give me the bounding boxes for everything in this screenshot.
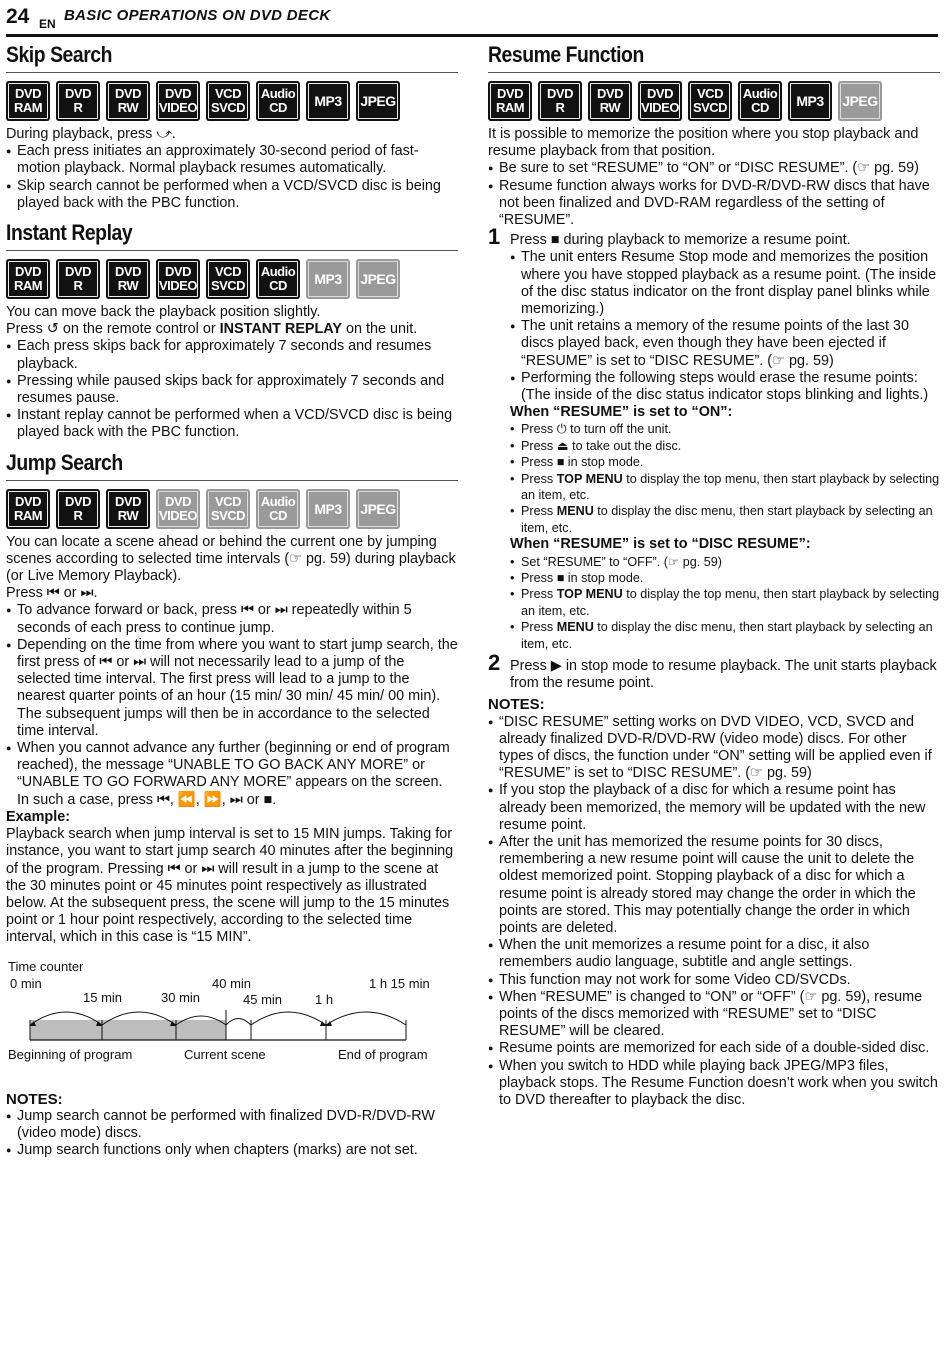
right-column	[488, 40, 940, 1109]
disc-badge-dvd-ram: DVD RAM	[6, 81, 50, 121]
disc-badge-dvd-video: DVD VIDEO	[156, 259, 200, 299]
instant-replay-title: Instant Replay	[6, 220, 133, 246]
disc-badge-dvd-rw: DVD RW	[106, 489, 150, 529]
resume-note-5: ● This function may not work for some Video CD/SVCDs.	[488, 972, 940, 989]
disc-badge-audio-cd: Audio CD	[738, 81, 782, 121]
disc-badge-vcd-svcd: VCD SVCD	[206, 489, 250, 529]
on-item-4: • Press TOP MENU to display the top menu, then start playback by selecting an item, etc.	[510, 471, 940, 504]
skip-button-icon: ⤻	[156, 126, 172, 142]
timeline-graphic	[6, 957, 446, 1087]
on-item-1: • Press ⏻ to turn off the unit.	[510, 421, 940, 437]
disc-badge-dvd-rw: DVD RW	[588, 81, 632, 121]
jump-para-1: You can locate a scene ahead or behind the current one by jumping scenes according to selected time intervals (☞ pg. 59) during playback (or Live Memory Playback).	[6, 533, 456, 585]
resume-function-title: Resume Function	[488, 42, 644, 67]
on-heading: When “RESUME” is set to “ON”:	[510, 404, 733, 421]
disc-badge-dvd-ram: DVD RAM	[6, 259, 50, 299]
left-column	[6, 40, 458, 1159]
resume-intro: It is possible to memorize the position where you stop playback and resume playback from that position.	[488, 126, 919, 160]
resume-note-1: ● “DISC RESUME” setting works on DVD VIDEO, VCD, SVCD and already finalized DVD-R/DVD-RW (video mode) discs. For other types of discs, the function under “ON” setting will be applied even if “RESUME” is set to “DISC RESUME”. (☞ pg. 59)	[488, 714, 940, 783]
instant-bullet-1: ● Each press skips back for approximately 7 seconds and resumes playback.	[6, 338, 458, 372]
step-1-bullet-1: ● The unit enters Resume Stop mode and memorizes the position where you have stopped playback as a resume point. (The inside of the disc status indicator on the front display panel blinks while memorizing.)	[510, 249, 940, 318]
resume-bullet-2: ● Resume function always works for DVD-R/DVD-RW discs that have not been finalized and DVD-RAM regardless of the setting of “RESUME”.	[488, 178, 940, 230]
disc-badge-dvd-video: DVD VIDEO	[156, 81, 200, 121]
on-item-3: • Press ■ in stop mode.	[510, 454, 940, 470]
disc-badge-mp3: MP3	[788, 81, 832, 121]
instant-bullet-2: ● Pressing while paused skips back for approximately 7 seconds and resumes pause.	[6, 373, 458, 407]
dr-item-1: • Set “RESUME” to “OFF”. (☞ pg. 59)	[510, 554, 940, 570]
resume-step-2	[488, 649, 940, 692]
instant-line-1: You can move back the playback position slightly.	[6, 304, 321, 321]
instant-bullet-3: ● Instant replay cannot be performed when a VCD/SVCD disc is being played back with the PBC function.	[6, 407, 458, 441]
tick-0min: 0 min	[10, 975, 42, 991]
page-header	[6, 4, 938, 37]
tick-1h: 1 h	[315, 991, 334, 1007]
example-label: Example:	[6, 808, 70, 825]
time-counter-label: Time counter	[8, 958, 84, 974]
skip-bullet-1: ● Each press initiates an approximately 30-second period of fast-motion playback. Normal playback resumes automatically.	[6, 143, 458, 177]
jump-para-2: Press ⏮ or ⏭.	[6, 585, 98, 602]
step-1-bullet-2: ● The unit retains a memory of the resume points of the last 30 discs played back, even though they have been ejected if “RESUME” is set to “DISC RESUME”. (☞ pg. 59)	[510, 318, 940, 370]
dr-item-2: • Press ■ in stop mode.	[510, 570, 940, 586]
resume-note-7: ● Resume points are memorized for each side of a double-sided disc.	[488, 1040, 940, 1057]
disc-badge-mp3: MP3	[306, 489, 350, 529]
resume-note-6: ● When “RESUME” is changed to “ON” or “OFF” (☞ pg. 59), resume points of the discs memorized with “RESUME” set to “DISC RESUME” will be cleared.	[488, 989, 940, 1041]
disc-badge-dvd-rw: DVD RW	[106, 81, 150, 121]
jump-notes-label: NOTES:	[6, 1090, 63, 1108]
language-label: EN	[39, 17, 56, 31]
jump-interval-diagram	[6, 957, 446, 1087]
on-item-2: • Press ⏏ to take out the disc.	[510, 438, 940, 454]
disc-badge-audio-cd: Audio CD	[256, 489, 300, 529]
divider	[6, 480, 458, 481]
disc-badge-dvd-ram: DVD RAM	[488, 81, 532, 121]
skip-search-title: Skip Search	[6, 42, 112, 67]
disc-badge-vcd-svcd: VCD SVCD	[206, 259, 250, 299]
disc-badges-instant	[6, 259, 458, 301]
page-number: 24	[6, 5, 30, 28]
example-text: Playback search when jump interval is set to 15 MIN jumps. Taking for instance, you want to start jump search 40 minutes after the beginning of the program. Pressing ⏮ or ⏭ will result in a jump to the scene at the 30 minutes point or 45 minutes point respectively as illustrated below. At the subsequent press, the scene will jump to the 15 minutes point or 1 hour point respectively, according to the selected time interval, which in this case is “15 MIN”.	[6, 826, 454, 946]
end-label: End of program	[338, 1046, 428, 1062]
disc-badge-mp3: MP3	[306, 259, 350, 299]
tick-30min: 30 min	[161, 989, 201, 1005]
resume-step-1	[488, 224, 940, 250]
disc-badge-vcd-svcd: VCD SVCD	[206, 81, 250, 121]
tick-1h15min: 1 h 15 min	[369, 975, 430, 991]
disc-badge-dvd-ram: DVD RAM	[6, 489, 50, 529]
disc-badge-jpeg: JPEG	[838, 81, 882, 121]
resume-bullet-1: ● Be sure to set “RESUME” to “ON” or “DISC RESUME”. (☞ pg. 59)	[488, 160, 940, 177]
dr-item-4: • Press MENU to display the disc menu, then start playback by selecting an item, etc.	[510, 619, 940, 652]
disc-badge-dvd-r: DVD R	[56, 81, 100, 121]
step-1-details	[510, 249, 940, 652]
disc-badge-dvd-rw: DVD RW	[106, 259, 150, 299]
disc-badges-skip	[6, 81, 458, 123]
jump-bullet-2: ● Depending on the time from where you want to start jump search, the first press of ⏮ or ⏭ will not necessarily lead to a jump of the selected time interval. The first press will lead to a jump to the nearest quarter points of an hour (15 min/ 30 min/ 45 min/ 00 min). The subsequent jumps will then be in accordance to the selected time interval.	[6, 637, 458, 740]
disc-badge-mp3: MP3	[306, 81, 350, 121]
skip-intro: During playback, press ⤻.	[6, 126, 176, 142]
tick-45min: 45 min	[243, 991, 283, 1007]
step-1-text: Press ■ during playback to memorize a resume point.	[510, 232, 851, 249]
disc-badge-audio-cd: Audio CD	[256, 81, 300, 121]
page-title: BASIC OPERATIONS ON DVD DECK	[64, 7, 331, 24]
divider	[6, 250, 458, 251]
resume-note-2: ● If you stop the playback of a disc for which a resume point has already been memorized, the memory will be updated with the new resume point.	[488, 782, 940, 834]
tick-40min: 40 min	[212, 975, 252, 991]
step-number: 2	[488, 649, 501, 675]
dr-item-3: • Press TOP MENU to display the top menu, then start playback by selecting an item, etc.	[510, 586, 940, 619]
jump-search-title: Jump Search	[6, 449, 123, 475]
step-number: 1	[488, 224, 501, 250]
jump-note-2: ● Jump search functions only when chapters (marks) are not set.	[6, 1142, 458, 1159]
instant-line-2: Press ↺ on the remote control or INSTANT REPLAY on the unit.	[6, 321, 418, 338]
disc-badges-resume	[488, 81, 940, 123]
disc-badges-jump	[6, 489, 458, 531]
disc-badge-jpeg: JPEG	[356, 489, 400, 529]
disc-badge-dvd-video: DVD VIDEO	[638, 81, 682, 121]
step-1-bullet-3: ● Performing the following steps would erase the resume points: (The inside of the disc status indicator stops blinking and lights.)	[510, 370, 940, 404]
resume-note-3: ● After the unit has memorized the resume points for 30 discs, remembering a new resume point will cause the unit to delete the oldest memorized point. Stopping playback of a disc for which a resume point is already stored may change the order in which the points are stored. This may potentially change the order in which points are deleted.	[488, 834, 940, 937]
resume-note-8: ● When you switch to HDD while playing back JPEG/MP3 files, playback stops. The Resume Function doesn’t work when you switch to DVD thereafter to playback the disc.	[488, 1058, 940, 1110]
divider	[6, 72, 458, 73]
beginning-label: Beginning of program	[8, 1046, 133, 1062]
instant-replay-icon: ↺	[46, 321, 59, 338]
tick-15min: 15 min	[83, 989, 123, 1005]
jump-note-1: ● Jump search cannot be performed with finalized DVD-R/DVD-RW (video mode) discs.	[6, 1108, 458, 1142]
disc-badge-vcd-svcd: VCD SVCD	[688, 81, 732, 121]
disc-badge-audio-cd: Audio CD	[256, 259, 300, 299]
disc-badge-dvd-video: DVD VIDEO	[156, 489, 200, 529]
step-2-text: Press ▶ in stop mode to resume playback. The unit starts playback from the resume point.	[510, 657, 937, 692]
skip-bullet-2: ● Skip search cannot be performed when a VCD/SVCD disc is being played back with the PBC function.	[6, 178, 458, 212]
disc-badge-dvd-r: DVD R	[56, 259, 100, 299]
disc-badge-jpeg: JPEG	[356, 259, 400, 299]
current-scene-label: Current scene	[184, 1046, 266, 1062]
disc-badge-dvd-r: DVD R	[56, 489, 100, 529]
resume-notes-label: NOTES:	[488, 696, 545, 714]
on-item-5: • Press MENU to display the disc menu, then start playback by selecting an item, etc.	[510, 503, 940, 536]
disc-badge-jpeg: JPEG	[356, 81, 400, 121]
jump-bullet-1: ● To advance forward or back, press ⏮ or ⏭ repeatedly within 5 seconds of each press to continue jump.	[6, 602, 458, 636]
divider	[488, 72, 940, 73]
disc-badge-dvd-r: DVD R	[538, 81, 582, 121]
jump-bullet-3: ● When you cannot advance any further (beginning or end of program reached), the message “UNABLE TO GO BACK ANY MORE” or “UNABLE TO GO FORWARD ANY MORE” appears on the screen. In such a case, press ⏮, ⏪, ⏩, ⏭ or ■.	[6, 740, 458, 809]
disc-resume-heading: When “RESUME” is set to “DISC RESUME”:	[510, 536, 811, 553]
resume-note-4: ● When the unit memorizes a resume point for a disc, it also remembers audio language, subtitle and angle settings.	[488, 937, 940, 971]
